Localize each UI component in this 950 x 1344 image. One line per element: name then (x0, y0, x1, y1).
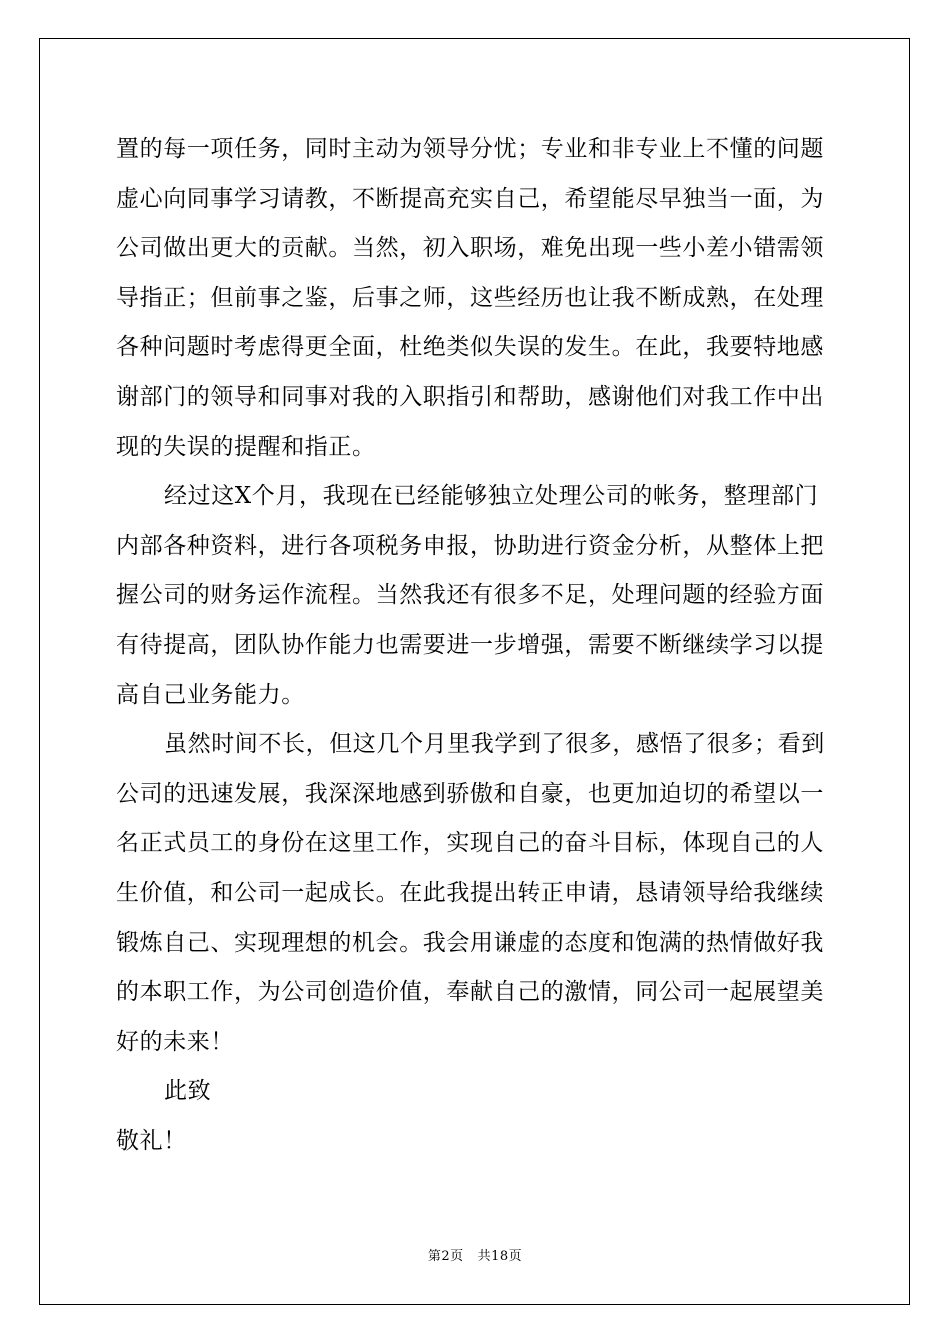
text-line-10: 握公司的财务运作流程。当然我还有很多不足，处理问题的经验方面 (116, 582, 824, 609)
text-line-15: 名正式员工的身份在这里工作，实现自己的奋斗目标，体现自己的人 (116, 830, 824, 857)
text-line-1: 置的每一项任务，同时主动为领导分忧；专业和非专业上不懂的问题 (116, 136, 824, 162)
text-line-12: 高自己业务能力。 (116, 681, 305, 708)
text-line-6: 谢部门的领导和同事对我的入职指引和帮助，感谢他们对我工作中出 (116, 383, 824, 410)
text-line-14: 公司的迅速发展，我深深地感到骄傲和自豪，也更加迫切的希望以一 (116, 780, 824, 807)
text-line-8: 经过这X个月，我现在已经能够独立处理公司的帐务，整理部门 (164, 483, 819, 510)
closing-regards: 敬礼！ (116, 1127, 187, 1154)
page-number: 第2页 (427, 1249, 464, 1264)
text-line-11: 有待提高，团队协作能力也需要进一步增强，需要不断继续学习以提 (116, 631, 824, 658)
text-line-18: 的本职工作，为公司创造价值，奉献自己的激情，同公司一起展望美 (116, 979, 824, 1006)
text-line-4: 导指正；但前事之鉴，后事之师，这些经历也让我不断成熟，在处理 (116, 284, 824, 311)
text-line-13: 虽然时间不长，但这几个月里我学到了很多，感悟了很多；看到 (164, 731, 825, 758)
letter-body (116, 125, 836, 1166)
text-line-16: 生价值，和公司一起成长。在此我提出转正申请，恳请领导给我继续 (116, 879, 824, 906)
text-line-9: 内部各种资料，进行各项税务申报，协助进行资金分析，从整体上把 (116, 532, 824, 559)
closing-salutation: 此致 (164, 1078, 212, 1105)
text-line-3: 公司做出更大的贡献。当然，初入职场，难免出现一些小差小错需领 (116, 235, 824, 262)
text-line-7: 现的失误的提醒和指正。 (116, 433, 376, 460)
page-footer (0, 1248, 950, 1266)
text-line-19: 好的未来！ (116, 1028, 234, 1055)
text-line-5: 各种问题时考虑得更全面，杜绝类似失误的发生。在此，我要特地感 (116, 334, 824, 361)
page-total: 共18页 (477, 1249, 523, 1264)
text-line-2: 虚心向同事学习请教，不断提高充实自己，希望能尽早独当一面，为 (116, 185, 824, 212)
text-line-17: 锻炼自己、实现理想的机会。我会用谦虚的态度和饱满的热情做好我 (116, 929, 824, 956)
